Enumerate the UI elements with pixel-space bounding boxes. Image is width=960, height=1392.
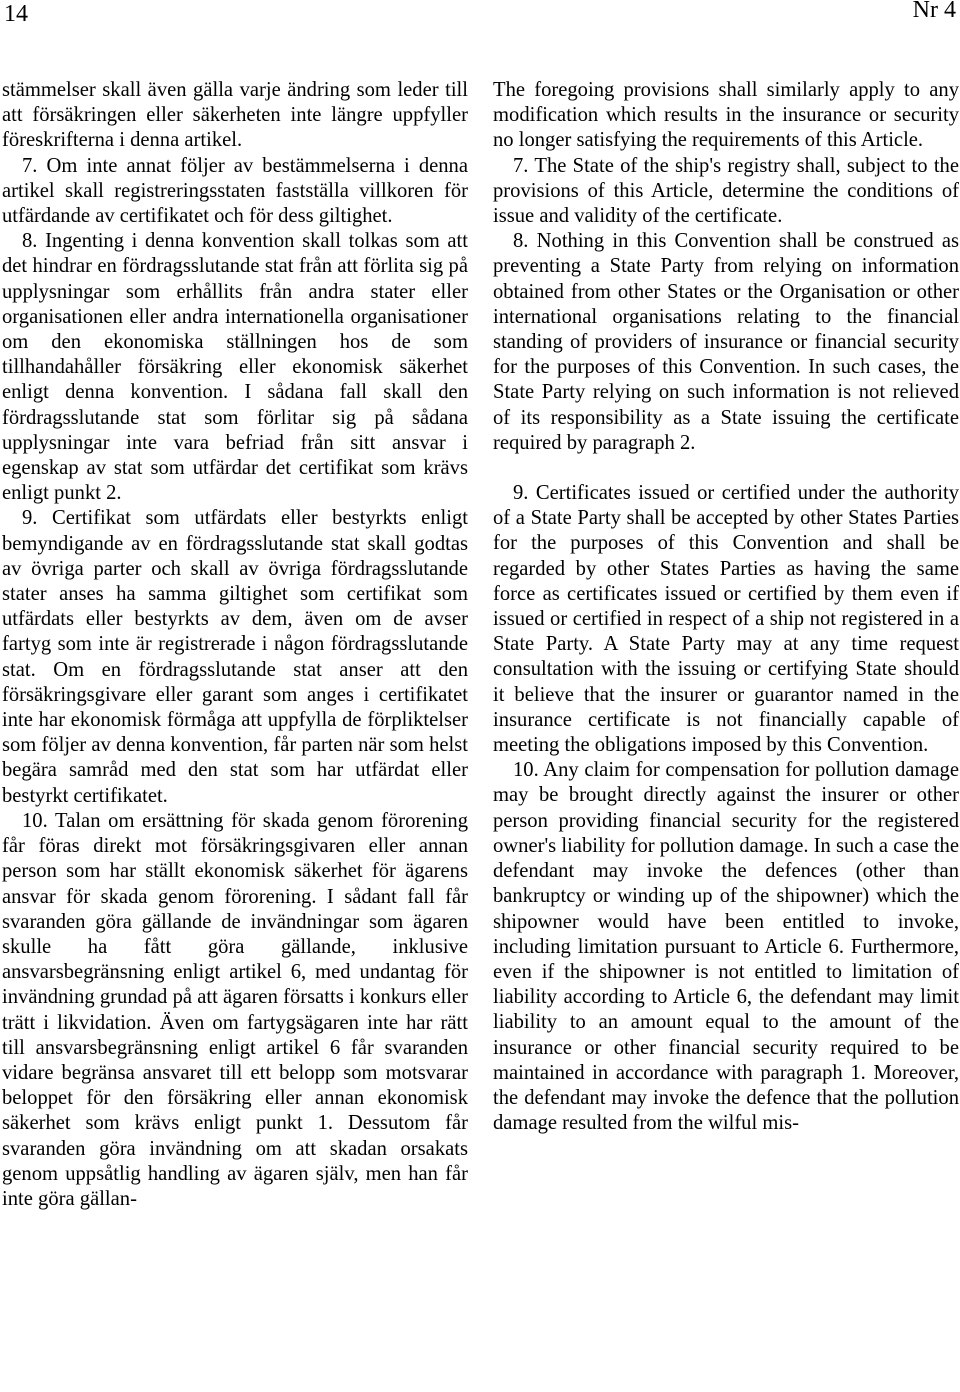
page-number: 14 [4, 1, 28, 27]
en-paragraph-9: 9. Certificates issued or certified under the authority of a State Party shall be accepted by other States Parties for the purposes of this Convention and shall be regarded by other States Parties as having the same force as certificates issued or certified by them even if issued or certified in respect of a ship not registered in a State Party. A State Party may at any time request consultation with the issuing or certifying State should it believe that the insurer or guarantor named in the insurance certificate is not financially capable of meeting the obligations imposed by this Convention. [493, 482, 959, 757]
en-paragraph-8: 8. Nothing in this Convention shall be construed as preventing a State Party from relying on information obtained from other States or the Organisation or other international organisations relating to the financial standing of providers of insurance or financial security for the purposes of this Convention. In such cases, the State Party relying on such information is not relieved of its responsibility as a State issuing the certificate required by paragraph 2. [493, 230, 959, 454]
en-paragraph-7: 7. The State of the ship's registry shall, subject to the provisions of this Article, determine the conditions of issue and validity of the certificate. [493, 154, 959, 228]
english-text-column [493, 78, 959, 1136]
swedish-text-column [2, 78, 468, 1212]
sv-paragraph-7: 7. Om inte annat följer av bestämmelserna i denna artikel skall registreringsstaten fastställa villkoren för utfärdande av certifikatet och för dess giltighet. [2, 154, 468, 228]
en-paragraph-10: 10. Any claim for compensation for pollution damage may be brought directly against the insurer or other person providing financial security for the registered owner's liability for pollution damage. In such a case the defendant may invoke the defences (other than bankruptcy or winding up of the shipowner) which the shipowner would have been entitled to invoke, including limitation pursuant to Article 6. Furthermore, even if the shipowner is not entitled to limitation of liability according to Article 6, the defendant may limit liability to an amount equal to the amount of the insurance or other financial security required to be maintained in accordance with paragraph 1. Moreover, the defendant may invoke the defence that the pollution damage resulted from the wilful mis- [493, 759, 959, 1135]
sv-paragraph-10: 10. Talan om ersättning för skada genom förorening får föras direkt mot försäkringsgivaren eller annan person som har ställt ekonomisk säkerhet för ägarens ansvar för skada genom förorening. I sådant fall får svaranden göra gällande de invändningar som ägaren skulle ha fått göra gällande, inklusive ansvarsbegränsning enligt artikel 6, med undantag för invändning grundad på att ägaren försatts i konkurs eller trätt i likvidation. Även om fartygsägaren inte har rätt till ansvarsbegränsning enligt artikel 6 får svaranden vidare begränsa ansvaret till ett belopp som motsvarar beloppet för den försäkring eller annan ekonomisk säkerhet som krävs enligt punkt 1. Dessutom får svaranden göra invändning om att skadan orsakats genom uppsåtlig handling av ägaren själv, men han får inte göra gällan- [2, 809, 468, 1210]
en-paragraph-continuation: The foregoing provisions shall similarly apply to any modification which results in the insurance or security no longer satisfying the requirements of this Article. [493, 79, 959, 152]
issue-number: Nr 4 [912, 0, 956, 23]
sv-paragraph-9: 9. Certifikat som utfärdats eller bestyrkts enligt bemyndigande av en fördragsslutande stat skall godtas av övriga parter och skall av övriga fördragsslutande stater anses ha samma giltighet som certifikat som utfärdats eller bestyrkts av dem, även om de avser fartyg som inte är registrerade i någon fördragsslutande stat. Om en fördragsslutande stat anser att den försäkringsgivare eller garant som anges i certifikatet inte har ekonomisk förmåga att uppfylla de förpliktelser som följer av denna konvention, får parten när som helst begära samråd med den stat som har utfärdat eller bestyrkt certifikatet. [2, 507, 468, 807]
page-header [0, 0, 960, 40]
sv-paragraph-continuation: stämmelser skall även gälla varje ändring som leder till att försäkringen eller säkerheten inte längre uppfyller föreskrifterna i denna artikel. [2, 79, 468, 152]
sv-paragraph-8: 8. Ingenting i denna konvention skall tolkas som att det hindrar en fördragsslutande stat från att förlita sig på upplysningar som erhållits från andra stater eller organisationen eller andra internationella organisationer om den ekonomiska ställningen hos de som tillhandahåller försäkring eller ekonomisk säkerhet enligt denna konvention. I sådana fall skall den fördragsslutande stat som förlitar sig på sådana upplysningar inte vara befriad från sitt ansvar i egenskap av stat som utfärdar det certifikat som krävs enligt punkt 2. [2, 230, 468, 505]
